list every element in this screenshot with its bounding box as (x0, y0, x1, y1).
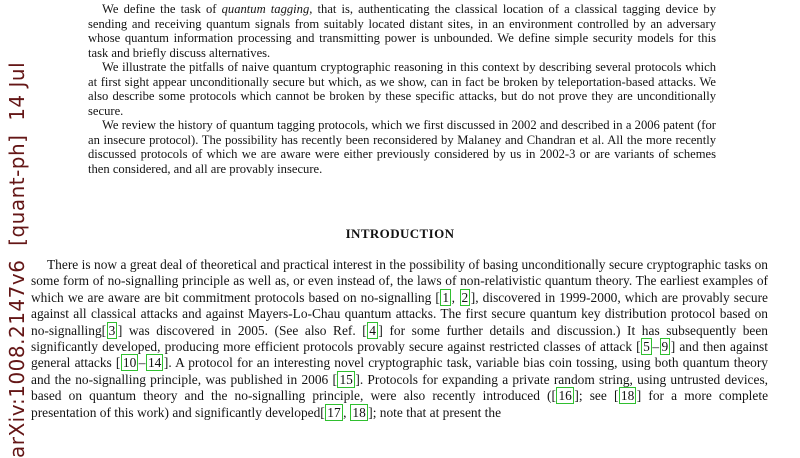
citation-link[interactable]: 15 (339, 371, 353, 387)
arxiv-watermark-label: arXiv:1008.2147v6 [quant-ph] 14 Jul (5, 61, 29, 458)
emphasized-term: quantum tagging (221, 2, 310, 16)
citation-link[interactable]: 3 (108, 322, 116, 338)
citation-link[interactable]: 2 (461, 289, 469, 305)
citation-link[interactable]: 17 (327, 404, 341, 420)
introduction-paragraph-1: There is now a great deal of theoretical and practical interest in the possibility of basing unconditionally secure cryptographic tasks on some form of no-signalling principle as well as, or even instead of, the laws of non-relativistic quantum theory. The earliest examples of which we are aware are bit commitment protocols based on no-signalling [ 1 , 2 ], discovered in 1999-2000, which are provably secure against all classical attacks and against Mayers-Lo-Chau quantum attacks. The first secure quantum key distribution protocol based on no-signalling[ 3 ] was discovered in 2005. (See also Ref. [ 4 ] for some further details and discussion.) It has subsequently been significantly developed, producing more efficient protocols provably secure against restricted classes of attack [ 5 – 9 ] and then against general attacks [ 10 – 14 ]. A protocol for an interesting novel cryptographic task, variable bias coin tossing, using both quantum theory and the no-signalling principle, was published in 2006 [ 15 ]. Protocols for expanding a private random string, using untrusted devices, based on quantum theory and the no-signalling principle, were also recently introduced ([ 16 ]; see [ 18 ] for a more complete presentation of this work) and significantly developed[ 17 , 18 ]; note that at present the (31, 257, 769, 420)
citation-link[interactable]: 1 (442, 289, 450, 305)
citation-link[interactable]: 18 (352, 404, 366, 420)
introduction-section (31, 257, 768, 421)
citation-link[interactable]: 14 (147, 355, 162, 371)
citation-link[interactable]: 18 (620, 388, 635, 404)
arxiv-watermark (5, 62, 29, 458)
citation-link[interactable]: 10 (122, 355, 137, 371)
citation-link[interactable]: 4 (369, 322, 376, 338)
abstract-paragraph-2: We illustrate the pitfalls of naive quantum cryptographic reasoning in this context by describing several protocols which at first sight appear unconditionally secure but which, as we show, can in fact be broken by teleportation-based attacks. We also describe some protocols which cannot be broken by these specific attacks, but do not prove they are unconditionally secure. (88, 60, 716, 118)
citation-link[interactable]: 9 (661, 339, 669, 355)
citation-link[interactable]: 5 (643, 339, 650, 355)
citation-link[interactable]: 16 (558, 388, 572, 404)
abstract-section (88, 2, 716, 176)
abstract-paragraph-1: We define the task of quantum tagging, that is, authenticating the classical location of a classical tagging device by sending and receiving quantum signals from suitably located distant sites, in an environment controlled by an adversary whose quantum information processing and transmitting power is unbounded. We define simple security models for this task and briefly discuss alternatives. (88, 2, 716, 60)
section-heading-introduction: INTRODUCTION (345, 226, 455, 241)
abstract-paragraph-3: We review the history of quantum tagging protocols, which we first discussed in 2002 and described in a 2006 patent (for an insecure protocol). The possibility has recently been reconsidered by Malaney and Chandran et al. All the more recently discussed protocols of which we are aware were either previously considered by us in 2002-3 or are variants of schemes then considered, and all are provably insecure. (88, 118, 716, 176)
